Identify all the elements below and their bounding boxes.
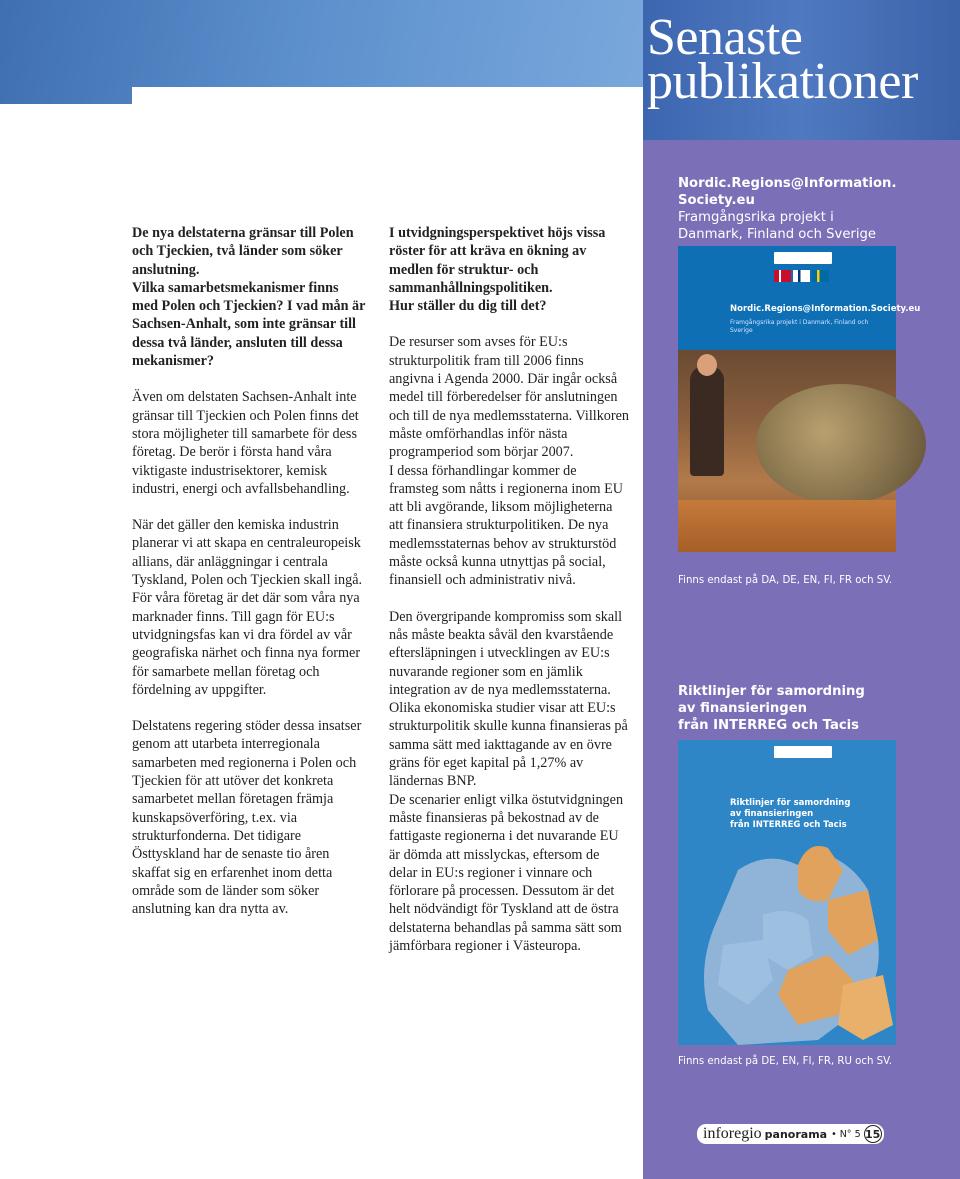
- person-head: [697, 354, 717, 376]
- interview-question: [389, 224, 629, 315]
- person-figure: [690, 366, 724, 476]
- publication-2-title-line1: Riktlinjer för samordning: [678, 684, 865, 699]
- interview-question: [132, 224, 367, 370]
- sidebar-title: [647, 9, 918, 110]
- page-footer: [697, 1124, 884, 1144]
- footer-brand: inforegio: [703, 1125, 762, 1142]
- publication-2-cover[interactable]: [678, 740, 896, 1045]
- sweden-flag-icon: [812, 270, 829, 282]
- article-column-1: [132, 224, 367, 936]
- publication-1-subtitle-line2: Danmark, Finland och Sverige: [678, 227, 877, 242]
- answer-paragraph: Även om delstaten Sachsen-Anhalt inte gränsar till Tjeckien och Polen finns det stora möjligheter till samarbete för dess företag. De berör i första hand våra viktigaste industrisektorer, kemisk industri, energi och avfallsbehandling.: [132, 389, 359, 497]
- answer-paragraph: De resurser som avses för EU:s strukturpolitik fram till 2006 finns angivna i Agenda 2000. Där ingår också medel till förberedelser för anslutningen och till de nya medlemsstaterna. Villkoren måste omförhandlas inför nästa programperiod som börjar 2007.: [389, 334, 630, 461]
- wooden-floor: [678, 500, 896, 552]
- footer-issue: • N° 5: [831, 1128, 861, 1140]
- cover-heading-line3: från INTERREG och Tacis: [730, 820, 847, 830]
- cover-photo: [678, 350, 896, 552]
- answer-paragraph: För våra företag är det där som våra nya marknader finns. Till gagn för EU:s utvidgningsfas kan vi dra fördel av vår geografiska närhet och finna nya former för samarbete mellan företag och fördelning av uppgifter.: [132, 590, 361, 698]
- publication-1-availability: Finns endast på DA, DE, EN, FI, FR och SV.: [678, 575, 893, 586]
- publication-1-title-line1: Nordic.Regions@Information.: [678, 176, 897, 191]
- publication-1-title-line2: Society.eu: [678, 193, 755, 208]
- question-line: Vilka samarbetsmekanismer finns med Polen och Tjeckien? I vad mån är Sachsen-Anhalt, som inte gränsar till dessa två länder, ansluten till dessa mekanismer?: [132, 279, 366, 370]
- sidebar-title-line2: publikationer: [647, 53, 918, 110]
- cover-heading-line1: Riktlinjer för samordning: [730, 798, 851, 808]
- publication-2-title-line2: av finansieringen: [678, 701, 808, 716]
- publication-2-title-line3: från INTERREG och Tacis: [678, 718, 860, 733]
- cover-heading: Nordic.Regions@Information.Society.eu: [730, 304, 921, 314]
- eu-logo-icon: [774, 746, 832, 758]
- answer-paragraph: I dessa förhandlingar kommer de framsteg som nåtts i regionerna inom EU att bli avgörande, liksom möjligheterna att finansiera strukturpolitiken. De nya medlemsstaternas behov av strukturstöd måste också kunna utnyttjas på social, finansiell och administrativ nivå.: [389, 462, 624, 589]
- question-line: I utvidgningsperspektivet höjs vissa röster för att kräva en ökning av medlen för struktur- och sammanhållningspolitiken.: [389, 225, 606, 296]
- publication-2-title[interactable]: [678, 683, 948, 734]
- answer-paragraph: När det gäller den kemiska industrin planerar vi att skapa en centraleuropeisk allians, där anläggningar i centrala Tyskland, Polen och Tjeckien skall ingå.: [132, 517, 363, 589]
- answer-paragraph: Delstatens regering stöder dessa insatser genom att utarbeta interregionala samarbeten med regionerna i Polen och Tjeckien för att utöver det konkreta samarbetet mellan företagen främja kunskapsöverföring, t.ex. via strukturfonderna. Det tidigare Östtyskland har de senaste tio åren skaffat sig en erfarenhet inom detta område som de länder som söker anslutning kan dra nytta av.: [132, 718, 362, 918]
- europe-map-image: [678, 740, 896, 1045]
- question-line: Hur ställer du dig till det?: [389, 298, 547, 315]
- question-line: De nya delstaterna gränsar till Polen och Tjeckien, två länder som söker anslutning.: [132, 225, 354, 278]
- cover-heading: [730, 798, 890, 831]
- publication-1-title[interactable]: [678, 175, 948, 243]
- banner-notch: [132, 87, 643, 104]
- cover-heading-line2: av finansieringen: [730, 809, 814, 819]
- cover-subheading: Framgångsrika projekt i Danmark, Finland och Sverige: [730, 319, 869, 334]
- footer-panorama: panorama: [764, 1127, 828, 1141]
- globe-shape: [756, 384, 926, 504]
- sidebar-title-line1: Senaste: [647, 9, 803, 66]
- answer-paragraph: Olika ekonomiska studier visar att EU:s strukturpolitik skulle kunna finansieras på samma sätt med iakttagande av en övre gräns för eget kapital på 1,27% av ländernas BNP.: [389, 700, 628, 790]
- flags-icon: [774, 270, 852, 284]
- article-column-2: [389, 224, 629, 973]
- publication-1-cover[interactable]: [678, 246, 921, 552]
- answer-paragraph: De scenarier enligt vilka östutvidgningen måste finansieras på bekostnad av de fattigaste regionerna i det nuvarande EU är dömda att misslyckas, eftersom de delar in EU:s regioner i vinnare och förlorare på processen. Dessutom är det helt nödvändigt för Tyskland att de östra delstaterna behandlas på samma sätt som jämförbara regioner i Västeuropa.: [389, 791, 624, 954]
- eu-logo-icon: [774, 252, 832, 264]
- answer-paragraph: Den övergripande kompromiss som skall nås måste beakta såväl den kvarstående eftersläpningen i utvecklingen av EU:s nuvarande regioner som en jämlik integration av de nya medlemsstaterna.: [389, 608, 623, 698]
- publication-2-availability: Finns endast på DE, EN, FI, FR, RU och SV.: [678, 1056, 893, 1067]
- finland-flag-icon: [793, 270, 810, 282]
- publication-1-subtitle-line1: Framgångsrika projekt i: [678, 210, 834, 225]
- denmark-flag-icon: [774, 270, 791, 282]
- page-number: 15: [864, 1125, 882, 1143]
